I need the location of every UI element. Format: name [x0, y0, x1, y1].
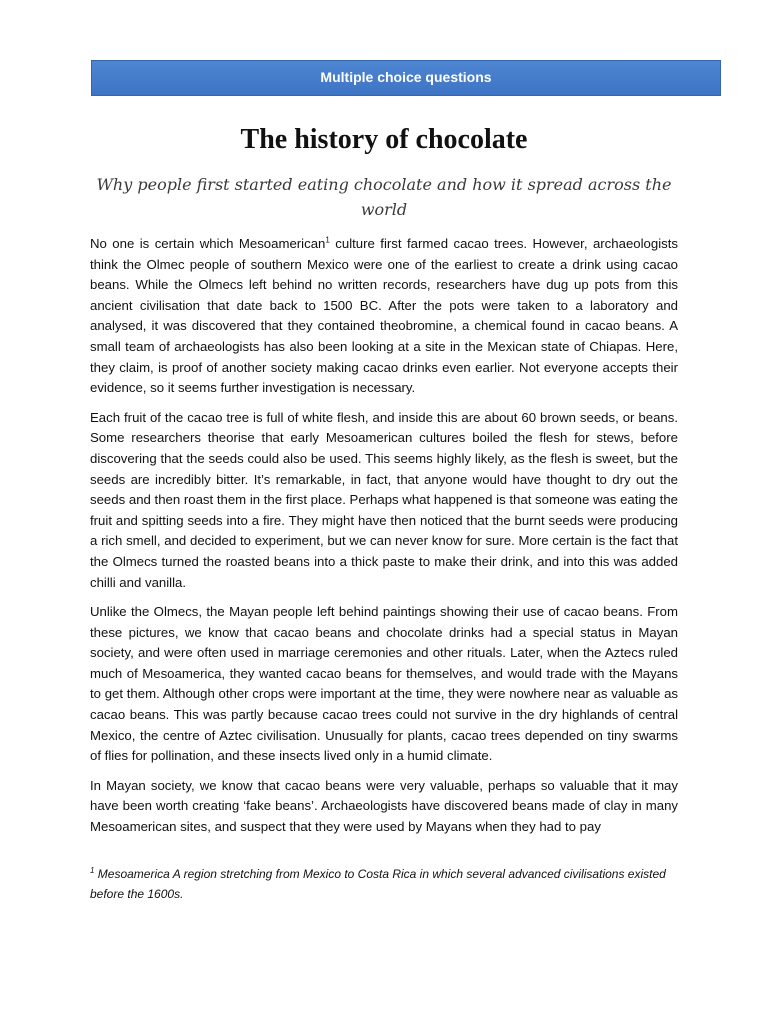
section-banner: [91, 60, 721, 96]
paragraph-1-start: No one is certain which Mesoamerican: [90, 236, 326, 251]
footnote-number: 1: [90, 866, 95, 875]
paragraph-2: Each fruit of the cacao tree is full of white flesh, and inside this are about 60 brown seeds, or beans. Some researchers theorise that early Mesoamerican cultures boiled the flesh for stews, before discovering that the seeds could also be used. This seems highly likely, as the flesh is sweet, but the seeds are incredibly bitter. It’s remarkable, in fact, that anyone would have thought to dry out the seeds and then roast them in the first place. Perhaps what happened is that someone was eating the fruit and spitting seeds into a fire. They might have then noticed that the burnt seeds were producing a rich smell, and decided to experiment, but we can never know for sure. More certain is the fact that the Olmecs turned the roasted beans into a thick paste to make their drink, and into this was added chilli and vanilla.: [90, 409, 678, 590]
article-title: The history of chocolate: [240, 124, 528, 155]
footnote: [90, 864, 678, 904]
paragraph-1-rest: culture first farmed cacao trees. However, archaeologists think the Olmec people of southern Mexico were one of the earliest to create a drink using cacao beans. While the Olmecs left behind no written records, researchers have dug up pots from this ancient civilisation that date back to 1500 BC. After the pots were taken to a laboratory and analysed, it was discovered that they contained theobromine, a chemical found in cacao beans. A small team of archaeologists has also been looking at a site in the Mexican state of Chiapas. Here, they claim, is proof of another society making cacao drinks even earlier. Not everyone accepts their evidence, so it seems further investigation is necessary.: [90, 236, 678, 396]
paragraph-1: [90, 234, 678, 399]
paragraph-3: Unlike the Olmecs, the Mayan people left behind paintings showing their use of cacao beans. From these pictures, we know that cacao beans and chocolate drinks had a special status in Mayan society, and were often used in marriage ceremonies and other rituals. Later, when the Aztecs ruled much of Mesoamerica, they wanted cacao beans for themselves, and would trade with the Mayans to get them. Although other crops were important at the time, they were nowhere near as valuable as cacao beans. This was partly because cacao trees could not survive in the dry highlands of central Mexico, the centre of Aztec civilisation. Unusually for plants, cacao trees depended on tiny swarms of flies for pollination, and these insects lived only in a humid climate.: [90, 604, 678, 764]
footnote-text: Mesoamerica A region stretching from Mexico to Costa Rica in which several advanced civilisations existed before the 1600s.: [90, 867, 666, 901]
article-subtitle: Why people first started eating chocolate and how it spread across the world: [96, 175, 672, 219]
paragraph-4: In Mayan society, we know that cacao beans were very valuable, perhaps so valuable that it may have been worth creating ‘fake beans’. Archaeologists have discovered beans made of clay in many Mesoamerican sites, and suspect that they were used by Mayans when they had to pay: [90, 777, 678, 835]
footnote-reference: 1: [325, 235, 330, 245]
banner-label: Multiple choice questions: [320, 69, 492, 85]
article-body: [90, 234, 678, 847]
